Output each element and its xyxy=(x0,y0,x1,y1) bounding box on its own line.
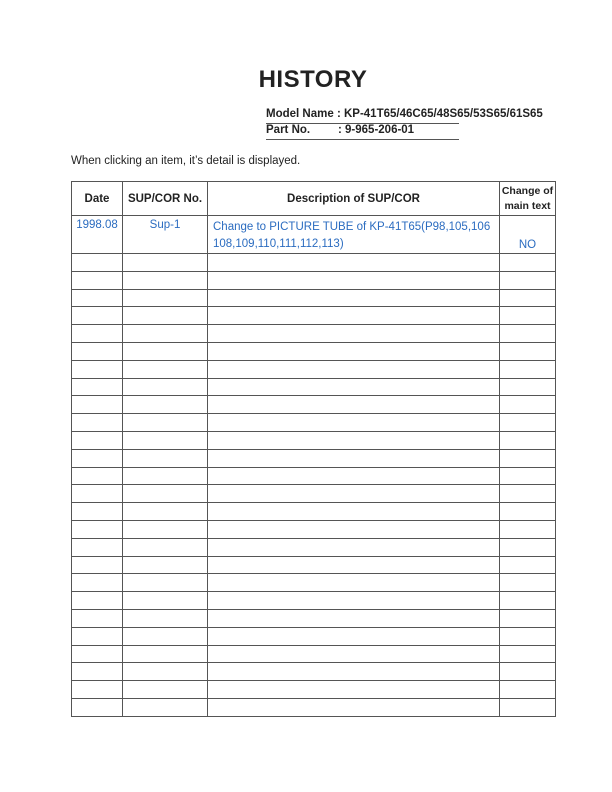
empty-cell xyxy=(123,681,208,699)
empty-row xyxy=(72,538,556,556)
empty-cell xyxy=(72,431,123,449)
empty-cell xyxy=(208,592,500,610)
empty-cell xyxy=(123,342,208,360)
empty-row xyxy=(72,609,556,627)
empty-cell xyxy=(208,271,500,289)
desc-line: 108,109,110,111,112,113) xyxy=(213,238,344,250)
empty-row xyxy=(72,485,556,503)
header-line: main text xyxy=(504,199,551,212)
colon: : xyxy=(333,108,344,120)
empty-cell xyxy=(72,627,123,645)
empty-cell xyxy=(72,342,123,360)
empty-cell xyxy=(72,698,123,716)
empty-cell xyxy=(123,609,208,627)
underline xyxy=(266,139,459,140)
empty-cell xyxy=(208,307,500,325)
empty-cell xyxy=(500,556,556,574)
header-date: Date xyxy=(72,182,123,216)
header-change-main-text xyxy=(500,182,556,216)
empty-cell xyxy=(208,325,500,343)
empty-cell xyxy=(208,485,500,503)
empty-cell xyxy=(72,592,123,610)
empty-cell xyxy=(72,609,123,627)
empty-row xyxy=(72,681,556,699)
empty-cell xyxy=(72,254,123,272)
empty-cell xyxy=(208,663,500,681)
header-description: Description of SUP/COR xyxy=(208,182,500,216)
empty-row xyxy=(72,592,556,610)
empty-row xyxy=(72,467,556,485)
empty-row xyxy=(72,307,556,325)
empty-cell xyxy=(123,289,208,307)
empty-row xyxy=(72,431,556,449)
empty-cell xyxy=(500,698,556,716)
empty-cell xyxy=(500,289,556,307)
empty-row xyxy=(72,520,556,538)
empty-cell xyxy=(208,467,500,485)
empty-cell xyxy=(208,378,500,396)
table-row[interactable] xyxy=(72,216,556,254)
empty-cell xyxy=(72,467,123,485)
empty-cell xyxy=(123,378,208,396)
empty-row xyxy=(72,503,556,521)
empty-cell xyxy=(500,325,556,343)
empty-cell xyxy=(123,254,208,272)
empty-cell xyxy=(208,289,500,307)
empty-cell xyxy=(123,467,208,485)
description-link[interactable] xyxy=(208,216,500,254)
empty-cell xyxy=(123,538,208,556)
empty-cell xyxy=(500,414,556,432)
empty-cell xyxy=(500,271,556,289)
empty-cell xyxy=(208,254,500,272)
empty-row xyxy=(72,360,556,378)
empty-cell xyxy=(72,503,123,521)
empty-cell xyxy=(123,325,208,343)
empty-cell xyxy=(72,378,123,396)
empty-cell xyxy=(500,378,556,396)
empty-cell xyxy=(500,663,556,681)
model-name-line xyxy=(266,108,543,120)
empty-cell xyxy=(500,254,556,272)
empty-cell xyxy=(72,449,123,467)
empty-cell xyxy=(500,592,556,610)
empty-cell xyxy=(500,574,556,592)
empty-cell xyxy=(208,538,500,556)
part-no-line xyxy=(266,124,414,136)
empty-cell xyxy=(208,627,500,645)
empty-cell xyxy=(72,271,123,289)
empty-cell xyxy=(72,574,123,592)
empty-cell xyxy=(500,681,556,699)
empty-cell xyxy=(208,360,500,378)
empty-cell xyxy=(72,538,123,556)
empty-cell xyxy=(123,592,208,610)
empty-cell xyxy=(72,414,123,432)
empty-cell xyxy=(208,609,500,627)
model-name-value: KP-41T65/46C65/48S65/53S65/61S65 xyxy=(343,108,543,120)
empty-cell xyxy=(500,520,556,538)
empty-cell xyxy=(72,485,123,503)
empty-cell xyxy=(123,520,208,538)
header-line: Change of xyxy=(501,184,554,197)
empty-row xyxy=(72,342,556,360)
empty-cell xyxy=(208,503,500,521)
empty-cell xyxy=(208,698,500,716)
change-cell: NO xyxy=(500,216,556,254)
empty-cell xyxy=(123,574,208,592)
empty-row xyxy=(72,663,556,681)
empty-cell xyxy=(208,431,500,449)
empty-cell xyxy=(500,467,556,485)
empty-row xyxy=(72,698,556,716)
desc-line: Change to PICTURE TUBE of KP-41T65(P98,105,106 xyxy=(213,221,491,233)
empty-row xyxy=(72,254,556,272)
empty-row xyxy=(72,325,556,343)
empty-cell xyxy=(500,609,556,627)
empty-cell xyxy=(208,396,500,414)
empty-cell xyxy=(208,645,500,663)
part-no-value: 9-965-206-01 xyxy=(345,124,415,136)
empty-row xyxy=(72,449,556,467)
empty-cell xyxy=(500,485,556,503)
empty-cell xyxy=(123,485,208,503)
history-table xyxy=(71,181,556,717)
header-row xyxy=(72,182,556,216)
header-sup-cor-no: SUP/COR No. xyxy=(123,182,208,216)
empty-cell xyxy=(123,396,208,414)
model-name-label: Model Name xyxy=(266,108,334,120)
page-title: HISTORY xyxy=(258,66,368,93)
empty-cell xyxy=(500,342,556,360)
date-cell[interactable]: 1998.08 xyxy=(72,216,123,254)
empty-cell xyxy=(72,556,123,574)
empty-cell xyxy=(500,538,556,556)
empty-row xyxy=(72,289,556,307)
empty-cell xyxy=(208,449,500,467)
empty-cell xyxy=(208,414,500,432)
empty-cell xyxy=(123,556,208,574)
empty-cell xyxy=(72,289,123,307)
empty-cell xyxy=(123,663,208,681)
empty-cell xyxy=(500,360,556,378)
empty-cell xyxy=(72,325,123,343)
empty-cell xyxy=(72,396,123,414)
empty-row xyxy=(72,645,556,663)
empty-cell xyxy=(123,271,208,289)
empty-cell xyxy=(208,556,500,574)
empty-cell xyxy=(208,342,500,360)
empty-cell xyxy=(123,414,208,432)
empty-cell xyxy=(500,627,556,645)
empty-cell xyxy=(500,645,556,663)
empty-cell xyxy=(72,645,123,663)
empty-cell xyxy=(72,360,123,378)
empty-row xyxy=(72,556,556,574)
empty-row xyxy=(72,414,556,432)
empty-cell xyxy=(500,396,556,414)
empty-row xyxy=(72,378,556,396)
part-no-label: Part No. xyxy=(266,124,311,136)
empty-cell xyxy=(208,681,500,699)
empty-cell xyxy=(123,627,208,645)
empty-cell xyxy=(123,645,208,663)
empty-cell xyxy=(500,503,556,521)
empty-cell xyxy=(208,574,500,592)
empty-row xyxy=(72,627,556,645)
empty-cell xyxy=(500,431,556,449)
empty-cell xyxy=(72,307,123,325)
empty-cell xyxy=(72,681,123,699)
empty-cell xyxy=(500,449,556,467)
empty-cell xyxy=(123,360,208,378)
empty-cell xyxy=(123,503,208,521)
empty-cell xyxy=(208,520,500,538)
empty-cell xyxy=(72,663,123,681)
colon: : xyxy=(338,124,346,136)
sup-cor-link[interactable]: Sup-1 xyxy=(123,216,208,254)
empty-cell xyxy=(500,307,556,325)
empty-cell xyxy=(123,431,208,449)
empty-cell xyxy=(123,698,208,716)
empty-row xyxy=(72,271,556,289)
instruction-note: When clicking an item, it’s detail is displayed. xyxy=(71,155,301,167)
empty-cell xyxy=(72,520,123,538)
empty-cell xyxy=(123,307,208,325)
empty-cell xyxy=(123,449,208,467)
empty-row xyxy=(72,396,556,414)
empty-row xyxy=(72,574,556,592)
